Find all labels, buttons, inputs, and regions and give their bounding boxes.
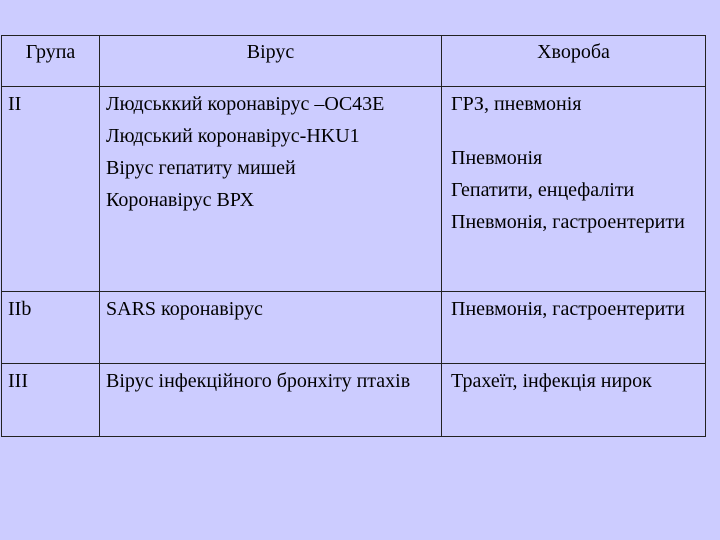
group-label: ІІ	[8, 93, 22, 115]
disease-name: Гепатити, енцефаліти	[451, 179, 635, 201]
group-cell	[2, 87, 100, 292]
virus-cell	[100, 292, 442, 364]
virus-name: Людський коронавірус-HKU1	[106, 125, 360, 147]
group-label: ІІb	[8, 298, 32, 320]
group-cell	[2, 292, 100, 364]
virus-name: Вірус інфекційного бронхіту птахів	[106, 370, 411, 392]
virus-name: Людськкий коронавірус –OC43E	[106, 93, 385, 115]
disease-name: ГРЗ, пневмонія	[451, 93, 582, 115]
table-header-row	[2, 36, 706, 87]
disease-name: Трахеїт, інфекція нирок	[451, 370, 652, 392]
group-cell	[2, 364, 100, 437]
table-row	[2, 87, 706, 292]
virus-name: Коронавірус ВРХ	[106, 189, 255, 211]
virus-cell	[100, 87, 442, 292]
virus-table	[1, 35, 706, 437]
disease-name: Пневмонія, гастроентерити	[451, 298, 685, 320]
group-label: ІІІ	[8, 370, 28, 392]
disease-cell	[442, 292, 706, 364]
header-disease: Хвороба	[442, 36, 706, 87]
disease-name: Пневмонія	[451, 147, 543, 169]
virus-cell	[100, 364, 442, 437]
virus-name: SARS коронавірус	[106, 298, 263, 320]
header-group: Група	[2, 36, 100, 87]
table-row	[2, 292, 706, 364]
disease-name: Пневмонія, гастроентерити	[451, 211, 685, 233]
header-virus: Вірус	[100, 36, 442, 87]
table-row	[2, 364, 706, 437]
disease-cell	[442, 364, 706, 437]
disease-cell	[442, 87, 706, 292]
virus-name: Вірус гепатиту мишей	[106, 157, 296, 179]
